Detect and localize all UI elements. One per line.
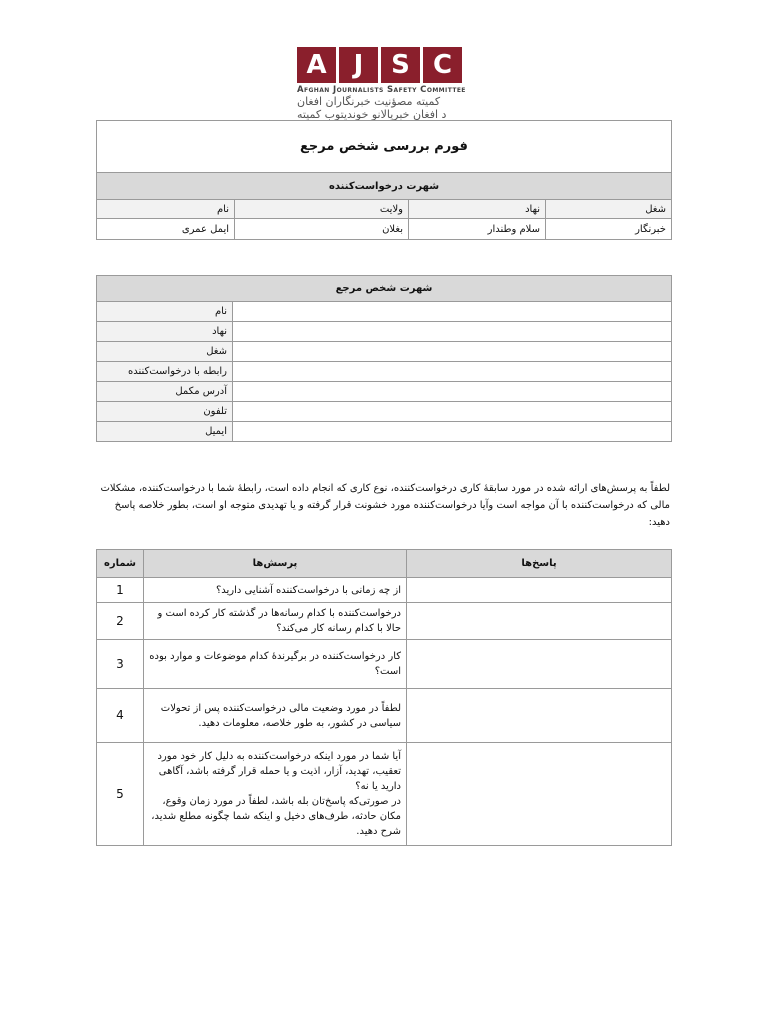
answer-cell[interactable] [407, 689, 672, 743]
applicant-organization-value: سلام وطندار [409, 219, 546, 240]
question-number: 3 [97, 640, 144, 689]
question-number: 4 [97, 689, 144, 743]
reference-phone-field[interactable] [233, 402, 672, 422]
answer-cell[interactable] [407, 640, 672, 689]
reference-label-name: نام [97, 302, 233, 322]
ajsc-logo [297, 47, 466, 121]
question-text [144, 743, 407, 846]
reference-label-email: ایمیل [97, 422, 233, 442]
applicant-table [96, 120, 672, 240]
reference-name-field[interactable] [233, 302, 672, 322]
instructions-paragraph: لطفاً به پرسش‌های ارائه شده در مورد سابقهٔ کاری درخواست‌کننده، نوع کاری که انجام داده است، رابطهٔ شما با درخواست‌کننده، مشکلات مالی که درخواست‌کننده با آن مواجه است وآیا درخواست‌کننده مورد خشونت قرار گرفته و یا تهدیدی متوجه او است، بطور خلاصه پاسخ دهید: [100, 483, 670, 528]
reference-address-field[interactable] [233, 382, 672, 402]
question-text: از چه زمانی با درخواست‌کننده آشنایی دارید؟ [144, 578, 407, 603]
questions-header-question: پرسش‌ها [144, 550, 407, 578]
question-text: لطفاً در مورد وضعیت مالی درخواست‌کننده پس از تحولات سیاسی در کشور، به طور خلاصه، معلومات دهید. [144, 689, 407, 743]
reference-label-relationship: رابطه با درخواست‌کننده [97, 362, 233, 382]
questions-table [96, 549, 672, 846]
answer-cell[interactable] [407, 743, 672, 846]
logo-tiles [297, 47, 463, 83]
applicant-section-header: شهرت درخواست‌کننده [97, 173, 672, 200]
question-number: 1 [97, 578, 144, 603]
reference-occupation-field[interactable] [233, 342, 672, 362]
question-number: 5 [97, 743, 144, 846]
questions-header-number: شماره [97, 550, 144, 578]
logo-english-name: Afghan Journalists Safety Committee [297, 85, 466, 95]
reference-relationship-field[interactable] [233, 362, 672, 382]
applicant-header-province: ولایت [235, 200, 409, 219]
logo-letter-a: A [297, 47, 336, 83]
form-title: فورم بررسی شخص مرجع [97, 121, 672, 173]
logo-letter-j: J [339, 47, 378, 83]
question-text-part1: آیا شما در مورد اینکه درخواست‌کننده به دلیل کار خود مورد تعقیب، تهدید، آزار، اذیت و یا حمله قرار گرفته باشد، آگاهی دارید یا نه؟ [157, 751, 401, 792]
reference-person-table [96, 275, 672, 442]
question-text: درخواست‌کننده با کدام رسانه‌ها در گذشته کار کرده است و حالا با کدام رسانه کار می‌کند؟ [144, 603, 407, 640]
question-text: کار درخواست‌کننده در برگیرندهٔ کدام موضوعات و موارد بوده است؟ [144, 640, 407, 689]
answer-cell[interactable] [407, 603, 672, 640]
applicant-province-value: بغلان [235, 219, 409, 240]
applicant-header-name: نام [97, 200, 235, 219]
applicant-header-occupation: شغل [546, 200, 672, 219]
reference-label-occupation: شغل [97, 342, 233, 362]
applicant-name-value: ایمل عمری [97, 219, 235, 240]
questions-header-answer: پاسخ‌ها [407, 550, 672, 578]
logo-pashto-name: د افغان خبریالانو خوندیتوب کمیته [297, 108, 447, 121]
logo-letter-c: C [423, 47, 462, 83]
applicant-header-organization: نهاد [409, 200, 546, 219]
answer-cell[interactable] [407, 578, 672, 603]
reference-organization-field[interactable] [233, 322, 672, 342]
reference-label-address: آدرس مکمل [97, 382, 233, 402]
reference-label-phone: تلفون [97, 402, 233, 422]
applicant-occupation-value: خبرنگار [546, 219, 672, 240]
logo-letter-s: S [381, 47, 420, 83]
question-text-part2: در صورتی‌که پاسخ‌تان بله باشد، لطفاً در مورد زمان وقوع، مکان حادثه، طرف‌های دخیل و اینکه شما چگونه مطلع شدید، شرح دهید. [151, 796, 401, 837]
reference-label-organization: نهاد [97, 322, 233, 342]
question-number: 2 [97, 603, 144, 640]
reference-email-field[interactable] [233, 422, 672, 442]
reference-section-header: شهرت شخص مرجع [97, 276, 672, 302]
logo-dari-name: کمیته مصؤنیت خبرنگاران افغان [297, 95, 441, 108]
